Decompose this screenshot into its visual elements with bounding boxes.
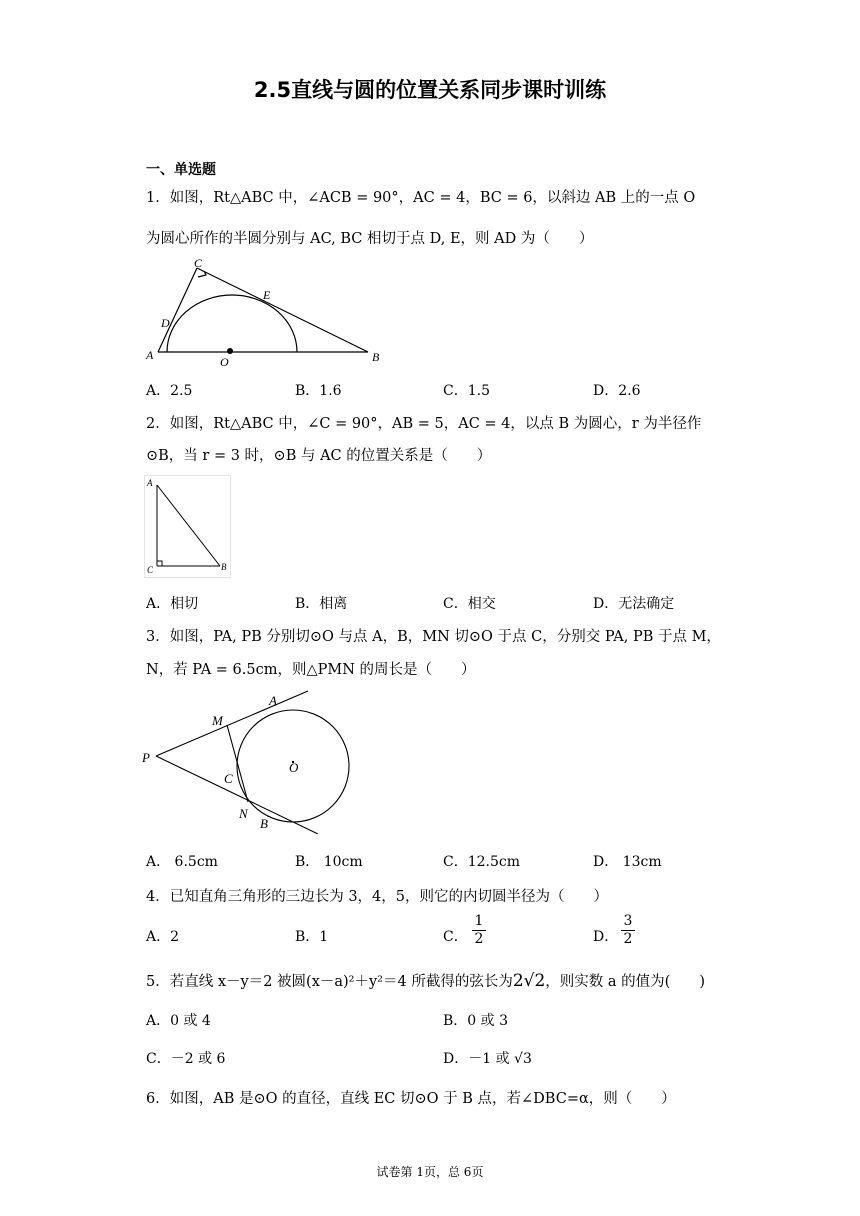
label-p: P xyxy=(142,750,150,765)
question-4-line-1: 4．已知直角三角形的三边长为 3，4，5，则它的内切圆半径为（ ） xyxy=(146,889,609,905)
q1-option-a[interactable]: A．2.5 xyxy=(146,383,193,399)
label-m: M xyxy=(212,713,223,728)
label-e: E xyxy=(263,288,271,302)
question-2-line-1: 2．如图，Rt△ABC 中，∠C = 90°，AB = 5，AC = 4，以点 B 为圆心，r 为半径作 xyxy=(146,416,702,432)
question-1-figure xyxy=(140,256,390,372)
segment-ab xyxy=(157,485,220,566)
fraction-denominator: 2 xyxy=(621,930,635,948)
label-c: C xyxy=(147,565,154,575)
label-n: N xyxy=(239,806,248,821)
q2-option-d[interactable]: D．无法确定 xyxy=(593,596,675,612)
q3-option-d[interactable]: D． 13cm xyxy=(593,854,662,870)
q4-option-c-prefix: C． xyxy=(443,929,468,945)
q5-text-start: 5．若直线 x－y＝2 被圆(x－a)²＋y²＝4 所截得的弦长为 xyxy=(146,974,513,990)
segment-cb xyxy=(197,268,368,352)
q4-option-a[interactable]: A．2 xyxy=(146,929,180,945)
semicircle-arc xyxy=(167,295,297,352)
segment-ac xyxy=(158,268,197,352)
q5-option-c[interactable]: C．－2 或 6 xyxy=(146,1051,226,1067)
question-3-line-1: 3．如图，PA, PB 分别切⊙O 与点 A，B，MN 切⊙O 于点 C，分别交 PA, PB 于点 M， xyxy=(146,629,721,645)
label-a: A xyxy=(147,478,153,488)
right-angle-mark xyxy=(157,561,162,566)
q4-option-c[interactable] xyxy=(443,926,468,946)
q3-option-b[interactable]: B． 10cm xyxy=(295,854,363,870)
tangent-pa xyxy=(156,691,308,756)
section-heading: 一、单选题 xyxy=(146,162,216,178)
label-o: O xyxy=(289,760,299,775)
question-1-line-1: 1．如图，Rt△ABC 中，∠ACB = 90°，AC = 4，BC = 6，以斜边 AB 上的一点 O xyxy=(146,190,696,206)
label-o: O xyxy=(220,355,229,369)
question-2-figure xyxy=(144,475,232,579)
question-3-figure xyxy=(140,688,366,834)
question-2-line-2: ⊙B，当 r = 3 时，⊙B 与 AC 的位置关系是（ ） xyxy=(146,448,492,464)
label-c: C xyxy=(224,771,233,786)
q5-option-a[interactable]: A．0 或 4 xyxy=(146,1013,211,1029)
question-3-line-2: N，若 PA = 6.5cm，则△PMN 的周长是（ ） xyxy=(146,662,476,678)
page-footer: 试卷第 1页，总 6页 xyxy=(376,1165,484,1179)
q2-option-a[interactable]: A．相切 xyxy=(146,596,199,612)
q5-text-end: ，则实数 a 的值为( ) xyxy=(545,974,705,990)
label-b: B xyxy=(221,562,227,572)
q5-option-b[interactable]: B．0 或 3 xyxy=(443,1013,509,1029)
q4-option-b[interactable]: B．1 xyxy=(295,929,329,945)
q2-option-b[interactable]: B．相离 xyxy=(295,596,348,612)
point-o-dot xyxy=(227,348,233,354)
q4-option-d-fraction xyxy=(621,913,635,948)
q3-option-c[interactable]: C．12.5cm xyxy=(443,854,520,870)
q1-option-d[interactable]: D．2.6 xyxy=(593,383,641,399)
label-a: A xyxy=(269,693,277,708)
q1-option-c[interactable]: C．1.5 xyxy=(443,383,490,399)
fraction-numerator: 1 xyxy=(474,913,484,929)
q1-option-b[interactable]: B．1.6 xyxy=(295,383,342,399)
question-5-line-1 xyxy=(146,970,705,991)
fraction-denominator: 2 xyxy=(472,930,486,948)
label-b: B xyxy=(372,350,380,364)
label-c: C xyxy=(194,256,203,270)
right-angle-mark xyxy=(198,271,206,277)
fraction-numerator: 3 xyxy=(623,913,633,929)
page-title: 2.5直线与圆的位置关系同步课时训练 xyxy=(253,78,607,102)
label-d: D xyxy=(161,316,170,330)
q2-option-c[interactable]: C．相交 xyxy=(443,596,496,612)
q3-option-a[interactable]: A． 6.5cm xyxy=(146,854,218,870)
q5-chord-length: 2√2 xyxy=(512,971,546,991)
q5-option-d[interactable]: D．－1 或 √3 xyxy=(443,1051,532,1067)
q4-option-d[interactable] xyxy=(593,926,618,946)
label-b: B xyxy=(260,816,268,831)
question-6-line-1: 6．如图，AB 是⊙O 的直径，直线 EC 切⊙O 于 B 点，若∠DBC=α，则（ ） xyxy=(146,1091,676,1107)
question-1-line-2: 为圆心所作的半圆分别与 AC, BC 相切于点 D, E，则 AD 为（ ） xyxy=(146,231,594,247)
q4-option-d-prefix: D． xyxy=(593,929,619,945)
q4-option-c-fraction xyxy=(472,913,486,948)
label-a: A xyxy=(146,348,154,362)
